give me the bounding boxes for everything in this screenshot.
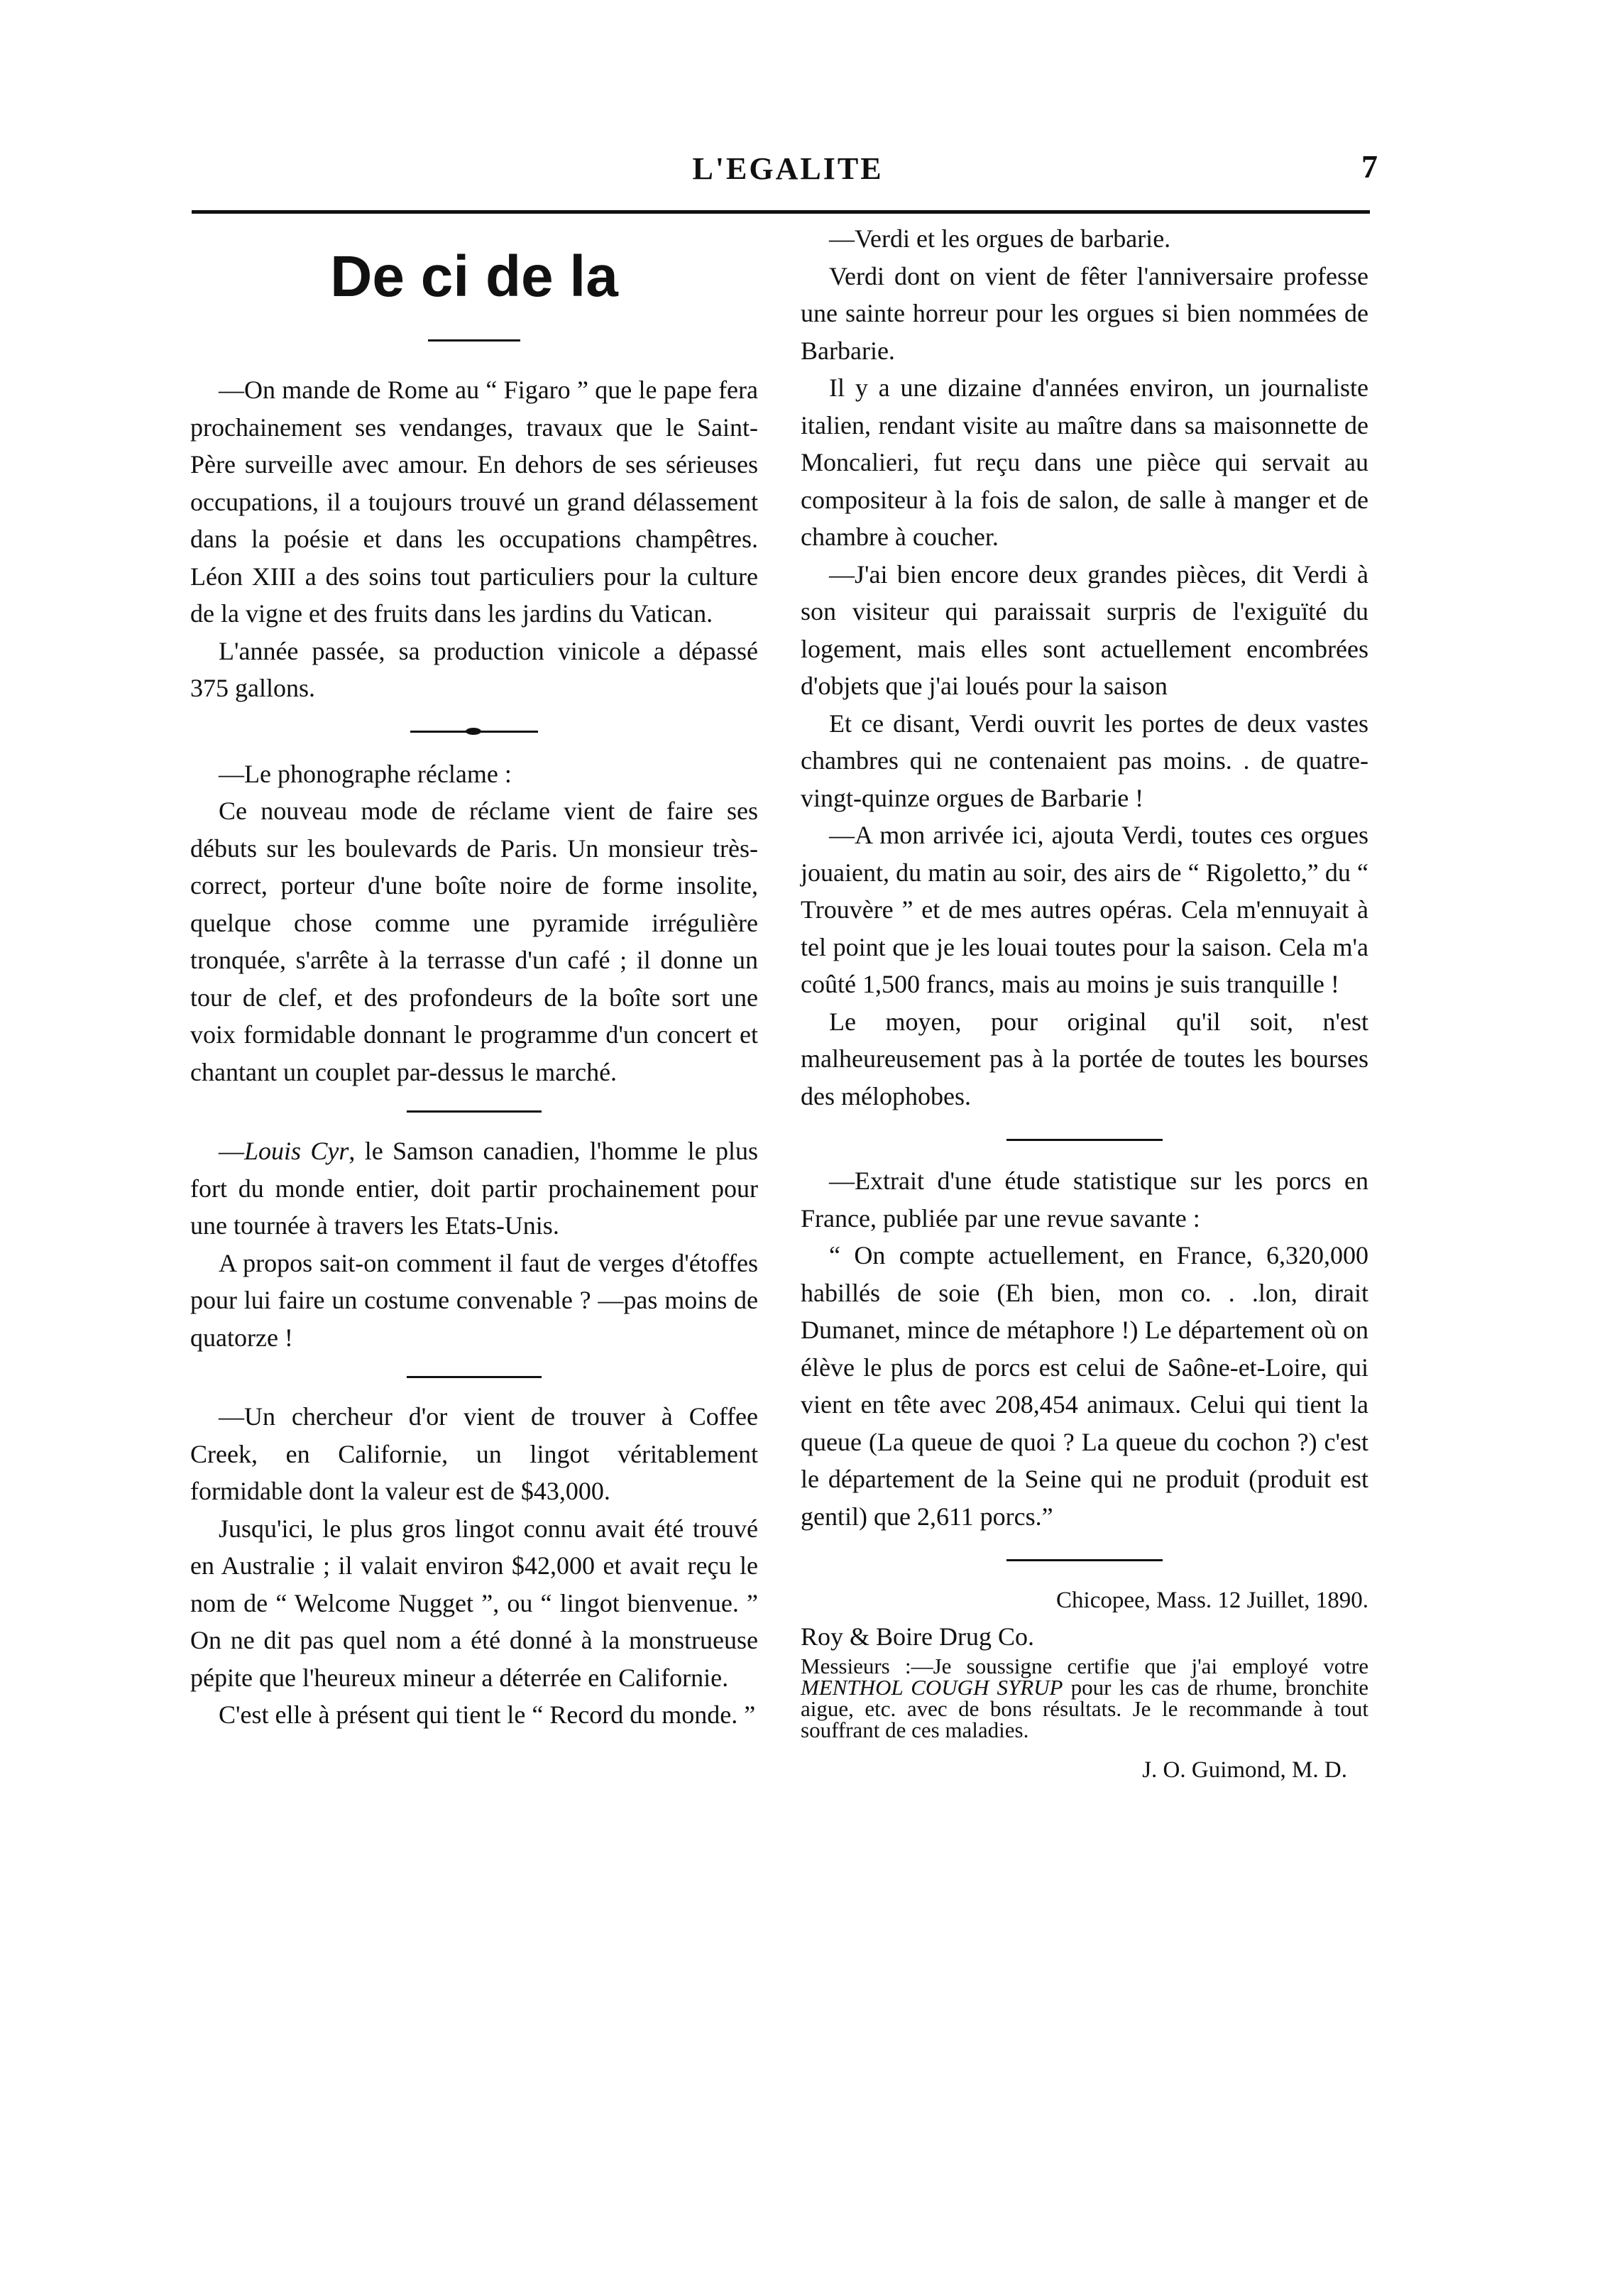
addressee: Roy & Boire Drug Co. [801, 1622, 1034, 1651]
divider [1006, 1559, 1163, 1561]
section-title: De ci de la [330, 244, 618, 309]
paragraph: C'est elle à présent qui tient le “ Record du monde. ” [219, 1700, 756, 1729]
divider [407, 1110, 542, 1113]
testimonial-advertisement [801, 1583, 1368, 1788]
text: pour les cas de rhume, bronchite aigue, etc. avec de bons résultats. Je le recommande à tout souffrant de ces maladies. [801, 1674, 1369, 1742]
article-verdi [801, 220, 1368, 1115]
divider [428, 339, 520, 342]
paragraph: L'année passée, sa production vinicole a dépassé 375 gallons. [190, 636, 758, 702]
divider [1006, 1139, 1163, 1141]
article-porcs [801, 1162, 1368, 1535]
paragraph: —A mon arrivée ici, ajouta Verdi, toutes ces orgues jouaient, du matin au soir, des airs de “ Rigoletto,” du “ Trouvère ” et de mes autres opéras. Cela m'ennuyait à tel point que je les louai toutes pour la saison. Cela m'a coûté 1,500 francs, mais au moins je suis tranquille ! [801, 821, 1368, 998]
article-louis-cyr [190, 1132, 758, 1356]
left-column [190, 220, 758, 1734]
signature: J. O. Guimond, M. D. [1142, 1757, 1347, 1783]
ornament-divider [410, 727, 538, 736]
divider [407, 1376, 542, 1378]
paragraph: —J'ai bien encore deux grandes pièces, dit Verdi à son visiteur qui paraissait surpris de l'exiguïté du logement, mais elles sont actuellement encombrées d'objets que j'ai loués pour la saison [801, 559, 1368, 700]
paragraph: Et ce disant, Verdi ouvrit les portes de deux vastes chambres qui ne contenaient pas moins. . de quatre-vingt-quinze orgues de Barbarie ! [801, 709, 1368, 812]
paragraph: Verdi dont on vient de fêter l'anniversaire professe une sainte horreur pour les orgues si bien nommées de Barbarie. [801, 261, 1368, 365]
text: Messieurs :—Je soussigne certifie que j'ai employé votre [801, 1653, 1368, 1678]
article-lingot [190, 1398, 758, 1734]
paragraph: Ce nouveau mode de réclame vient de faire ses débuts sur les boulevards de Paris. Un monsieur très-correct, porteur d'une boîte noire de forme insolite, quelque chose comme une pyramide irrégulière tronquée, s'arrête à la terrasse d'un café ; il donne un tour de clef, et des profondeurs de la boîte sort une voix formidable donnant le programme d'un concert et chantant un couplet par-dessus le marché. [190, 797, 758, 1086]
article-figaro [190, 371, 758, 707]
paragraph: A propos sait-on comment il faut de verges d'étoffes pour lui faire un costume convenable ? —pas moins de quatorze ! [190, 1248, 758, 1352]
right-column [801, 220, 1368, 1788]
paragraph: —Verdi et les orgues de barbarie. [829, 224, 1171, 253]
header-rule [192, 210, 1370, 214]
article-phonographe [190, 755, 758, 1091]
paragraph: Jusqu'ici, le plus gros lingot connu avait été trouvé en Australie ; il valait environ $42,000 et avait reçu le nom de “ Welcome Nugget ”, ou “ lingot bienvenue. ” On ne dit pas quel nom a été donné à la monstrueuse pépite que l'heureux mineur a déterrée en Californie. [190, 1514, 758, 1692]
paragraph: —Un chercheur d'or vient de trouver à Coffee Creek, en Californie, un lingot véritablement formidable dont la valeur est de $43,000. [190, 1402, 758, 1505]
dateline: Chicopee, Mass. 12 Juillet, 1890. [1056, 1588, 1368, 1613]
paragraph: —Louis Cyr, le Samson canadien, l'homme le plus fort du monde entier, doit partir prochainement pour une tournée à travers les Etats-Unis. [190, 1137, 758, 1240]
person-name: Louis Cyr [244, 1137, 349, 1165]
paragraph: “ On compte actuellement, en France, 6,320,000 habillés de soie (Eh bien, mon co. . .lon, dirait Dumanet, mince de métaphore !) Le département où on élève le plus de porcs est celui de Saône-et-Loire, qui vient en tête avec 208,454 animaux. Celui qui tient la queue (La queue de quoi ? La queue du cochon ?) c'est le département de la Seine qui ne produit (produit est gentil) que 2,611 porcs.” [801, 1241, 1368, 1531]
page-number: 7 [1361, 148, 1378, 185]
text: , le Samson canadien, l'homme le plus fort du monde entier, doit partir prochainement pour une tournée à travers les Etats-Unis. [190, 1137, 758, 1240]
paragraph: —On mande de Rome au “ Figaro ” que le pape fera prochainement ses vendanges, travaux que le Saint-Père surveille avec amour. En dehors de ses sérieuses occupations, il a toujours trouvé un grand délassement dans la poésie et dans les occupations champêtres. Léon XIII a des soins tout particuliers pour la culture de la vigne et des fruits dans les jardins du Vatican. [190, 376, 758, 628]
paragraph: Il y a une dizaine d'années environ, un journaliste italien, rendant visite au maître dans sa maisonnette de Moncalieri, fut reçu dans une pièce qui servait au compositeur à la fois de salon, de salle à manger et de chambre à coucher. [801, 373, 1368, 551]
paragraph: Le moyen, pour original qu'il soit, n'est malheureusement pas à la portée de toutes les bourses des mélophobes. [801, 1007, 1368, 1110]
paragraph: —Extrait d'une étude statistique sur les porcs en France, publiée par une revue savante : [801, 1167, 1368, 1233]
testimonial-body [801, 1653, 1369, 1742]
product-name: MENTHOL COUGH SYRUP [801, 1674, 1063, 1700]
running-title: L'EGALITE [692, 151, 884, 186]
paragraph: —Le phonographe réclame : [219, 759, 512, 788]
